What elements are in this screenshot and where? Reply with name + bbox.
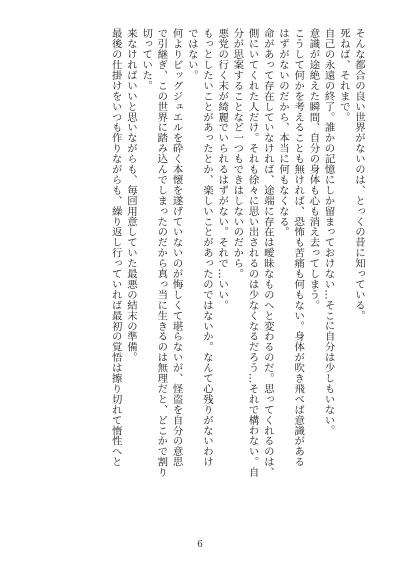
text-line: 分が思案することなど一つもできはしないのだから。 [231, 28, 244, 279]
text-line: 何よりビッグジュエルを砕く本懐を遂げていないのが悔しくて堪らないが、怪盗を自分の意思 [170, 28, 183, 467]
text-line: 意識が途絶えた瞬間、自分の身体も心も消え去ってしまう。 [307, 28, 320, 311]
text-line: そんな都合の良い世界がないのは、とっくの昔に知っている。 [353, 28, 365, 321]
text-line: 切っていた。 [140, 28, 153, 91]
text-line: 悪党の行く末が綺麗でいられるはずがない。それで…いい。 [216, 28, 229, 311]
text-line: もっとしたいことがあったとか、楽しいことがあったのではないか。なんて心残りがないわけ [200, 28, 213, 467]
text-line: 自己の永遠の終了。誰かの記憶にしか留まっておけない…そこに自分は少しもいない。 [322, 28, 335, 436]
text-line: 死ねば、それまで。 [337, 28, 350, 123]
page-number: 6 [197, 540, 203, 550]
text-line: 来なければいいと思いながらも、毎回用意していた最悪の結末の準備。 [124, 28, 137, 363]
text-line: で引継ぎ、この世界に踏み込んでしまったのだから真っ当に生きるのは無理だと、どこかで割り [155, 28, 168, 478]
text-line: 最後の仕掛けをいつも作りながらも、繰り返し行っていれば最初の覚悟は擦り切れて惰性へと [109, 28, 122, 467]
text-line: 側にいてくれた人だけ。それも徐々に思い出されるのは少なくなるだろう…それで構わない。自 [246, 28, 259, 478]
text-line: こうして何かを考えることも無ければ、恐怖も苦痛も何もない。身体が吹き飛べば意識がある [292, 28, 305, 467]
text-line: ではない。 [185, 28, 198, 81]
text-line: 命があって存在していなければ、途端に存在は曖昧なものへと変わるのだ。思ってくれるのは、 [261, 28, 274, 478]
body-text [26, 28, 366, 538]
text-line: はずがないのだから、本当に何もなくなる。 [276, 28, 289, 237]
